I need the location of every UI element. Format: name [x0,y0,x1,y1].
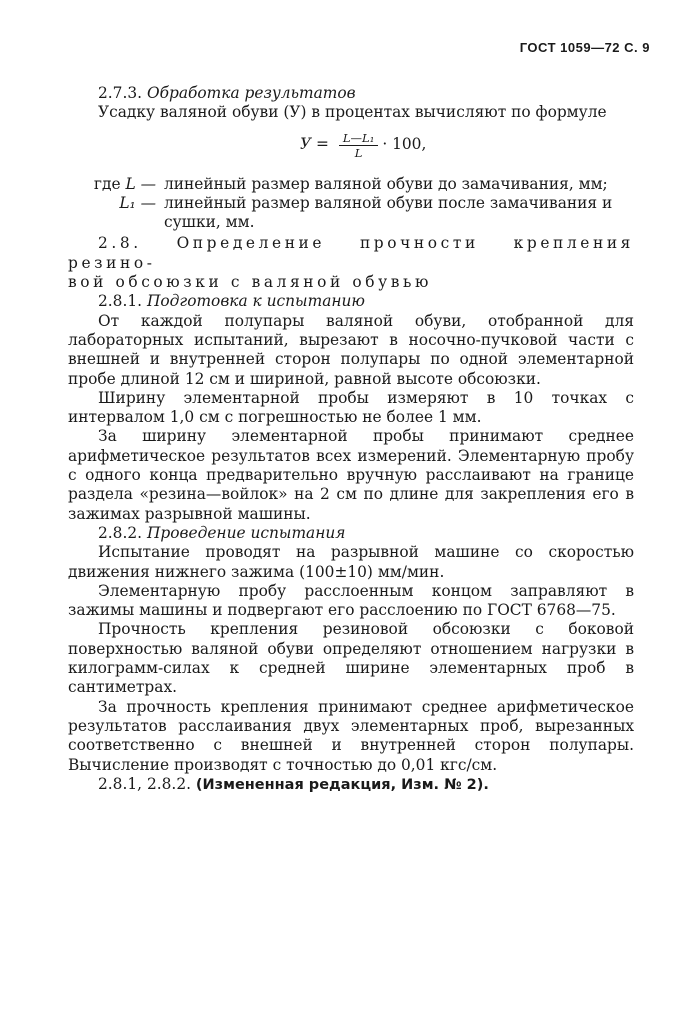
legend-prefix: где [93,174,121,193]
section-title: Проведение испытания [146,523,346,542]
legend-key [68,175,164,194]
legend-row [68,175,634,194]
formula-numerator: L—L₁ [339,131,378,146]
paragraph: Ширину элементарной пробы измеряют в 10 точках с интервалом 1,0 см с погрешностью не более 1 мм. [68,388,634,427]
legend-row [68,194,634,213]
legend-symbol: L₁ — [119,193,156,212]
formula-lhs: У = [300,135,329,154]
section-title: Подготовка к испытанию [146,292,365,311]
paragraph: Прочность крепления резиновой обсоюзки с боковой поверхностью валяной обуви определяют отношением нагрузки в килограмм-силах к средней ширине элементарных проб в сантиметрах. [68,620,634,697]
legend-symbol: L — [125,174,156,193]
paragraph: За прочность крепления принимают среднее арифметическое результатов расслаивания двух элементарных проб, вырезанных соответственно с внешней и внутренней сторон полупары. Вычисление производят с точностью до 0,01 кгс/см. [68,697,634,774]
amendment-sections: 2.8.1, 2.8.2. [98,774,191,793]
section-title: Обработка результатов [146,84,356,102]
legend-text: линейный размер валяной обуви до замачивания, мм; [164,174,608,193]
section-number: 2.8.2. [98,523,143,542]
paragraph: От каждой полупары валяной обуви, отобранной для лабораторных испытаний, вырезают в носочно-пучковой части с внешней и внутренней сторон полупары по одной элементарной пробе длиной 12 см и шириной, равной высоте обсоюзки. [68,311,634,388]
formula-rhs: · 100, [382,135,427,154]
legend-continuation: сушки, мм. [164,213,255,232]
paragraph: За ширину элементарной пробы принимают среднее арифметическое результатов всех измерений. Элементарную пробу с одного конца предварительно вручную расслаивают на границе раздела «резина—войлок» на 2 см по длине для закрепления его в зажимах разрывной машины. [68,427,634,523]
section-2-8-2-heading [68,524,634,543]
formula-legend [68,175,634,233]
section-2-8-line2: вой обсоюзки с валяной обувью [68,273,433,292]
legend-text: линейный размер валяной обуви после замачивания и [164,193,613,212]
formula-fraction [339,131,378,160]
legend-key [68,194,164,213]
section-number: 2.8.1. [98,292,143,311]
document-body [68,84,634,795]
section-2-8-1-heading [68,292,634,311]
formula-denominator: L [354,145,363,160]
section-2-7-3-heading [68,84,634,103]
section-2-8-line1: 2.8. Определение прочности крепления резино- [68,234,634,272]
paragraph: Элементарную пробу расслоенным концом заправляют в зажимы машины и подвергают его расслоению по ГОСТ 6768—75. [68,581,634,620]
formula-intro: Усадку валяной обуви (У) в процентах вычисляют по формуле [98,103,607,122]
shrinkage-formula [68,127,634,173]
amendment-text: (Измененная редакция, Изм. № 2). [195,776,489,793]
amendment-note [68,775,634,795]
page-header: ГОСТ 1059—72 С. 9 [519,40,650,55]
paragraph: Испытание проводят на разрывной машине со скоростью движения нижнего зажима (100±10) мм/мин. [68,543,634,581]
section-number: 2.7.3. [98,84,143,102]
section-2-8-heading [68,234,634,273]
